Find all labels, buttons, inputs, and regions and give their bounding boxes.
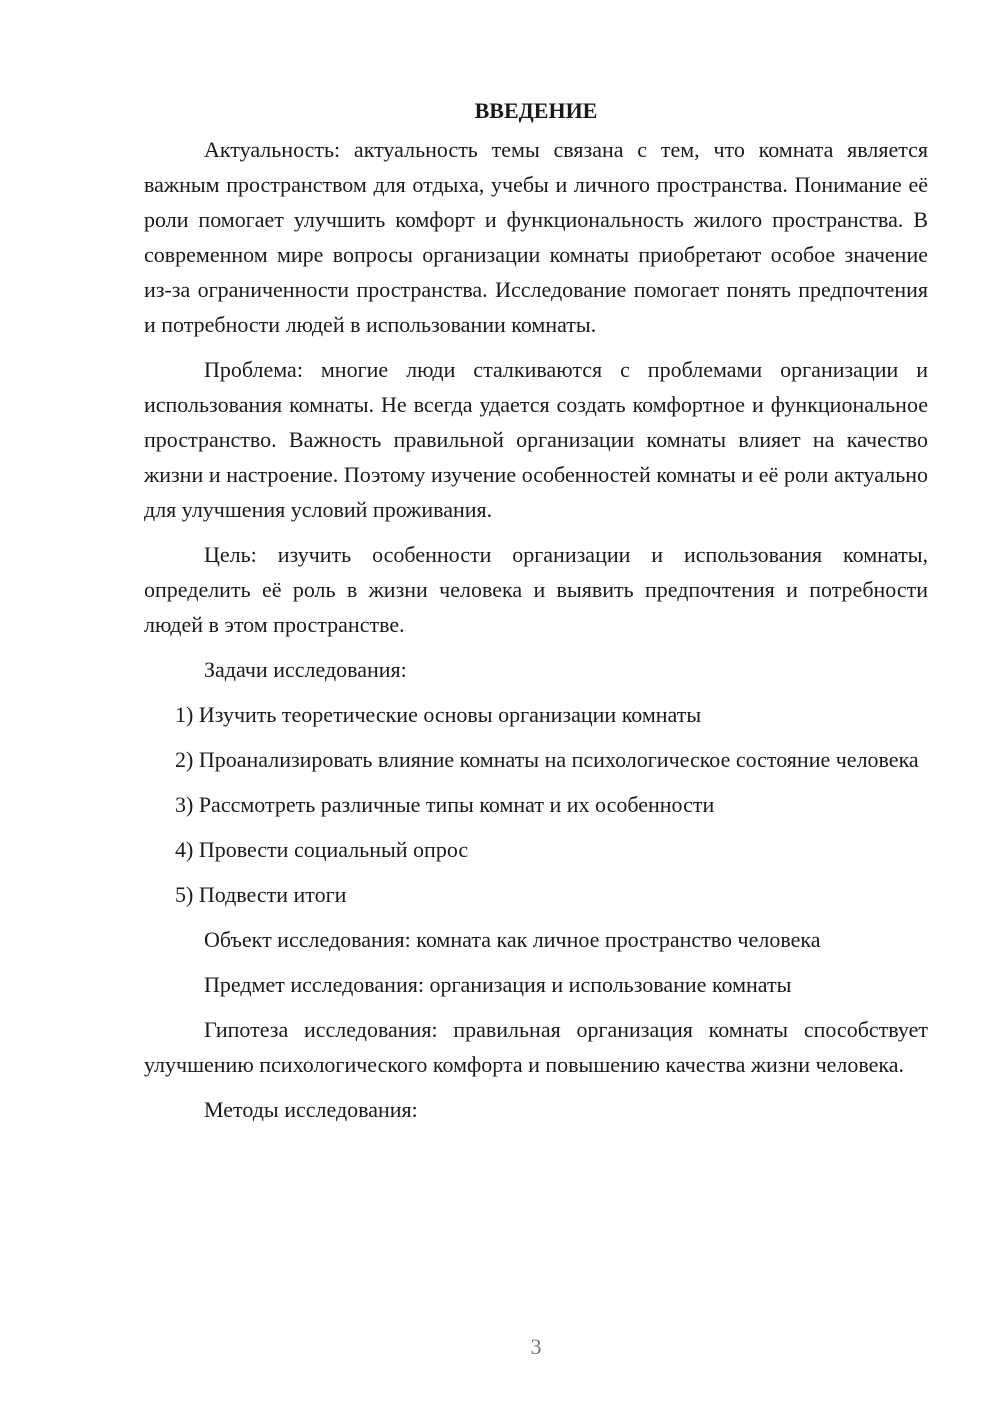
hypothesis-paragraph: Гипотеза исследования: правильная организация комнаты способствует улучшению психологического комфорта и повышению качества жизни человека. [144, 1017, 928, 1077]
task-item-2: 2) Проанализировать влияние комнаты на психологическое состояние человека [175, 747, 919, 772]
task-item-4: 4) Провести социальный опрос [175, 837, 469, 862]
goal-paragraph: Цель: изучить особенности организации и использования комнаты, определить её роль в жизни человека и выявить предпочтения и потребности людей в этом пространстве. [144, 542, 928, 637]
page-number: 3 [530, 1334, 542, 1359]
page-content [144, 93, 928, 1137]
subject-paragraph: Предмет исследования: организация и использование комнаты [204, 972, 792, 997]
task-item-3: 3) Рассмотреть различные типы комнат и их особенности [175, 792, 715, 817]
task-item-5: 5) Подвести итоги [175, 882, 347, 907]
methods-heading: Методы исследования: [204, 1097, 418, 1122]
problem-paragraph: Проблема: многие люди сталкиваются с проблемами организации и использования комнаты. Не всегда удается создать комфортное и функциональное пространство. Важность правильной организации комнаты влияет на качество жизни и настроение. Поэтому изучение особенностей комнаты и её роли актуально для улучшения условий проживания. [144, 357, 928, 522]
section-title: ВВЕДЕНИЕ [474, 98, 598, 123]
object-paragraph: Объект исследования: комната как личное пространство человека [204, 927, 821, 952]
task-item-1: 1) Изучить теоретические основы организации комнаты [175, 702, 702, 727]
relevance-paragraph: Актуальность: актуальность темы связана с тем, что комната является важным пространством для отдыха, учебы и личного пространства. Понимание её роли помогает улучшить комфорт и функциональность жилого пространства. В современном мире вопросы организации комнаты приобретают особое значение из-за ограниченности пространства. Исследование помогает понять предпочтения и потребности людей в использовании комнаты. [144, 137, 928, 337]
tasks-heading: Задачи исследования: [204, 657, 407, 682]
